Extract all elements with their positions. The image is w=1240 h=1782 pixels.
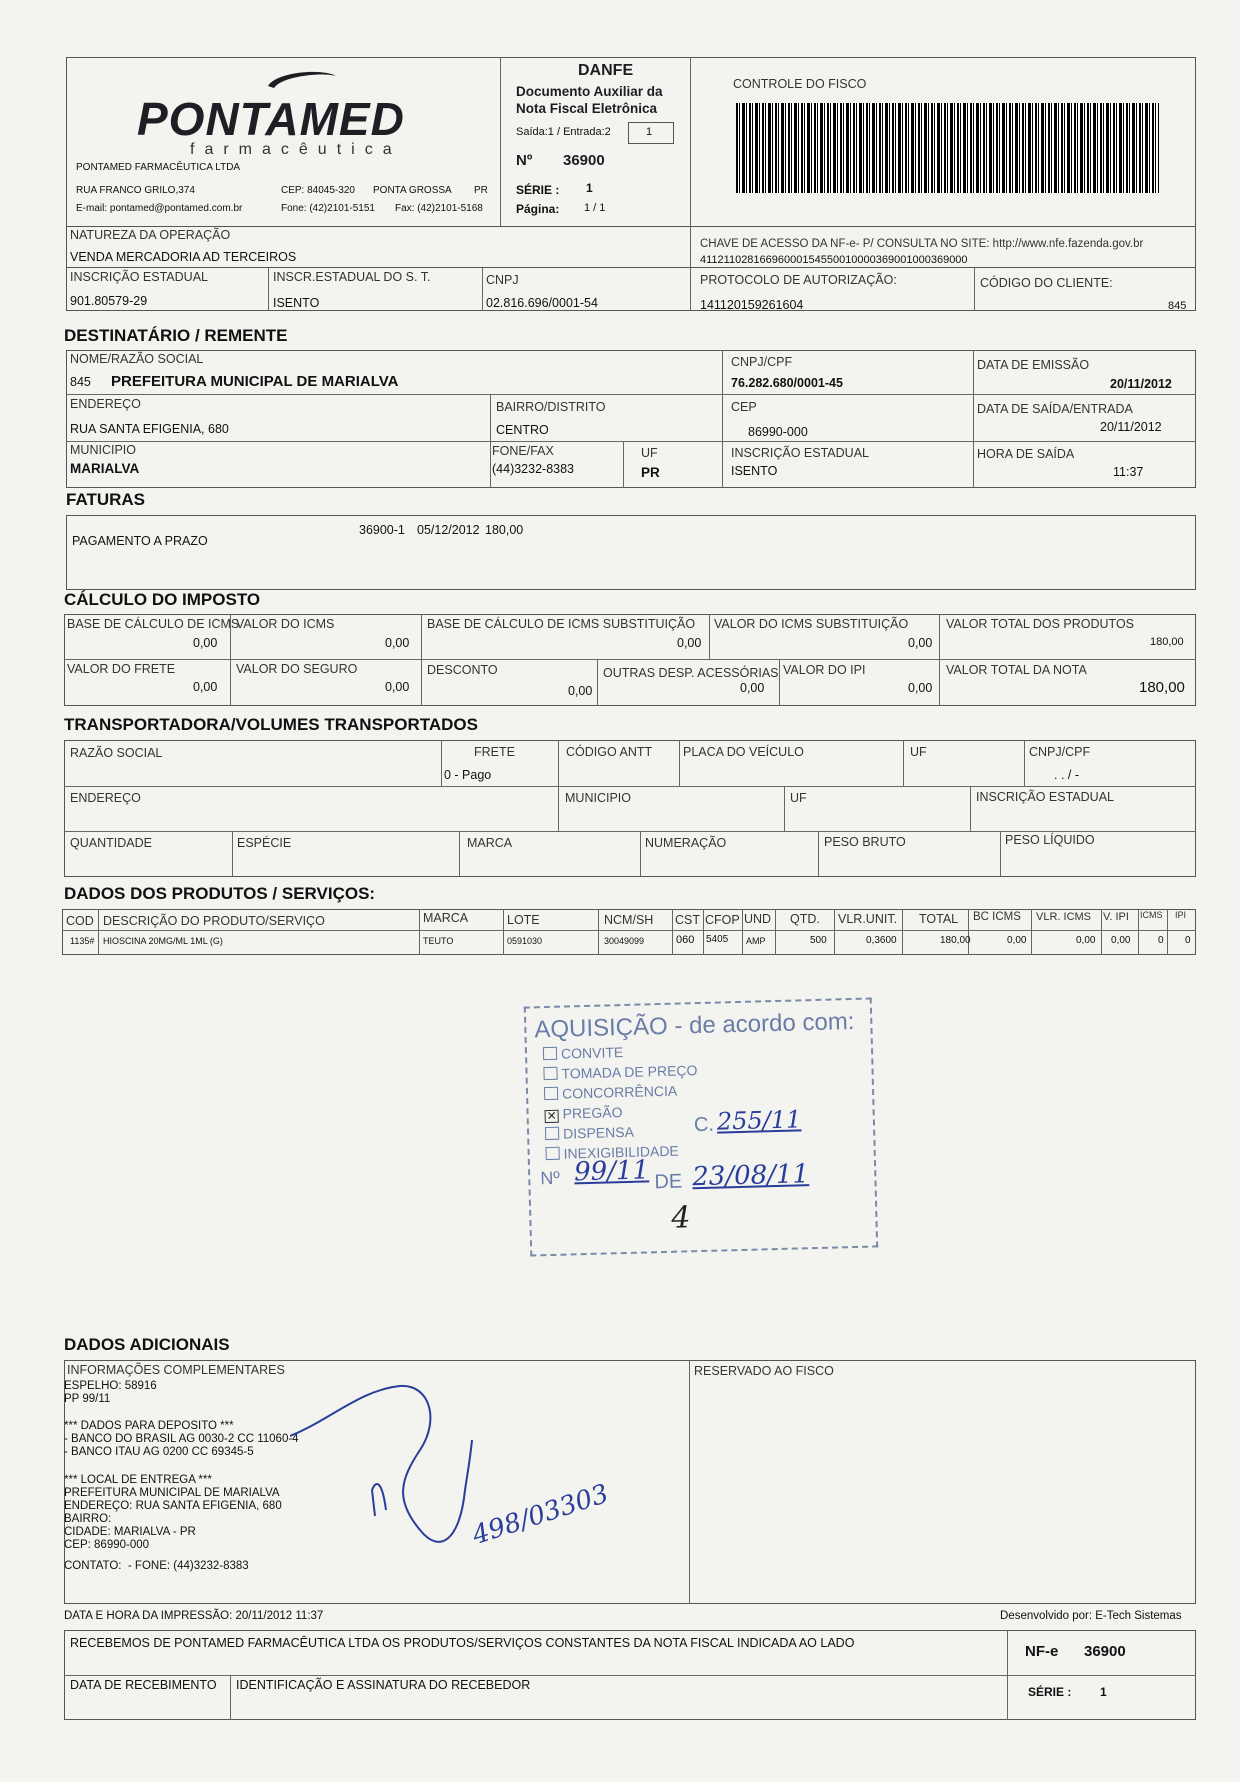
checkbox-icon bbox=[545, 1147, 559, 1160]
base-icms-st-value: 0,00 bbox=[677, 636, 702, 650]
phone-label: FONE/FAX bbox=[492, 444, 554, 458]
emission-date: 20/11/2012 bbox=[1110, 377, 1172, 391]
info-line: CEP: 86990-000 bbox=[64, 1539, 150, 1551]
recipient-address: RUA SANTA EFIGENIA, 680 bbox=[70, 422, 229, 436]
danfe-serie: 1 bbox=[586, 181, 593, 195]
city-label: MUNICIPIO bbox=[70, 443, 136, 457]
exit-time-label: HORA DE SAÍDA bbox=[977, 447, 1075, 461]
danfe-title: DANFE bbox=[578, 62, 634, 79]
entry-exit-label: Saída:1 / Entrada:2 bbox=[516, 126, 611, 138]
base-icms-st-label: BASE DE CÁLCULO DE ICMS SUBSTITUIÇÃO bbox=[427, 617, 696, 631]
product-vlr-icms: 0,00 bbox=[1076, 935, 1096, 946]
company-email: E-mail: pontamed@pontamed.com.br bbox=[76, 203, 243, 214]
recipient-name-label: NOME/RAZÃO SOCIAL bbox=[70, 352, 204, 366]
danfe-subtitle-2: Nota Fiscal Eletrônica bbox=[516, 101, 658, 116]
col-cst: CST bbox=[675, 913, 700, 927]
invoices-frame bbox=[66, 515, 1196, 590]
nature-value: VENDA MERCADORIA AD TERCEIROS bbox=[70, 250, 297, 264]
col-cod: COD bbox=[66, 914, 94, 928]
antt-label: CÓDIGO ANTT bbox=[566, 745, 653, 759]
species-label: ESPÉCIE bbox=[237, 836, 292, 850]
insurance-value: 0,00 bbox=[385, 680, 410, 694]
stamp-option: CONCORRÊNCIA bbox=[561, 1082, 678, 1102]
carrier-name-label: RAZÃO SOCIAL bbox=[70, 746, 163, 760]
carrier-uf-label: UF bbox=[790, 791, 807, 805]
receipt-text: RECEBEMOS DE PONTAMED FARMACÊUTICA LTDA OS PRODUTOS/SERVIÇOS CONSTANTES DA NOTA FISCAL INDICADA AO LADO bbox=[70, 1636, 855, 1650]
product-cod: 1135# bbox=[70, 936, 95, 946]
stamp-option: PREGÃO bbox=[562, 1104, 623, 1122]
ie-label: INSCRIÇÃO ESTADUAL bbox=[70, 270, 208, 284]
recipient-uf: PR bbox=[641, 465, 660, 480]
recipient-code: 845 bbox=[70, 375, 91, 389]
gross-weight-label: PESO BRUTO bbox=[824, 835, 906, 849]
base-icms-label: BASE DE CÁLCULO DE ICMS bbox=[67, 617, 240, 631]
signature-label: IDENTIFICAÇÃO E ASSINATURA DO RECEBEDOR bbox=[236, 1678, 531, 1692]
discount-value: 0,00 bbox=[568, 684, 593, 698]
icms-value: 0,00 bbox=[385, 636, 410, 650]
info-line: CONTATO: - FONE: (44)3232-8383 bbox=[64, 1560, 249, 1572]
info-line: - BANCO ITAU AG 0200 CC 69345-5 bbox=[64, 1446, 254, 1458]
company-cep: CEP: 84045-320 bbox=[281, 185, 355, 196]
danfe-page-label: Página: bbox=[516, 202, 560, 216]
info-line: *** DADOS PARA DEPOSITO *** bbox=[64, 1420, 234, 1432]
nature-label: NATUREZA DA OPERAÇÃO bbox=[70, 228, 231, 242]
installment-due: 05/12/2012 bbox=[417, 523, 480, 537]
info-line: PREFEITURA MUNICIPAL DE MARIALVA bbox=[64, 1487, 280, 1499]
protocol-label: PROTOCOLO DE AUTORIZAÇÃO: bbox=[700, 273, 897, 287]
additional-section-title: DADOS ADICIONAIS bbox=[64, 1335, 230, 1354]
pontamed-logo-swoosh-icon bbox=[262, 68, 342, 94]
checked-checkbox-icon: ✕ bbox=[546, 1108, 557, 1124]
cnpj-label: CNPJ bbox=[486, 273, 519, 287]
exit-date: 20/11/2012 bbox=[1100, 420, 1162, 434]
checkbox-icon bbox=[544, 1087, 558, 1100]
info-line: - BANCO DO BRASIL AG 0030-2 CC 11060-4 bbox=[64, 1433, 299, 1445]
col-und: UND bbox=[744, 912, 772, 926]
info-line: ENDEREÇO: RUA SANTA EFIGENIA, 680 bbox=[64, 1500, 282, 1512]
icms-label: VALOR DO ICMS bbox=[236, 617, 335, 631]
danfe-serie-label: SÉRIE : bbox=[516, 183, 560, 197]
entry-exit-value: 1 bbox=[646, 126, 653, 138]
company-logo: PONTAMED bbox=[137, 93, 405, 145]
recipient-ie-label: INSCRIÇÃO ESTADUAL bbox=[731, 446, 869, 460]
company-address: RUA FRANCO GRILO,374 bbox=[76, 185, 195, 196]
print-date: DATA E HORA DA IMPRESSÃO: 20/11/2012 11:37 bbox=[64, 1610, 324, 1622]
company-uf: PR bbox=[474, 185, 488, 196]
col-aliq-ipi: IPI bbox=[1175, 910, 1187, 920]
col-vlr-icms: VLR. ICMS bbox=[1036, 911, 1092, 923]
stamp-option: DISPENSA bbox=[562, 1123, 635, 1142]
stamp-mark: 4 bbox=[670, 1200, 691, 1236]
signature-drawing bbox=[290, 1380, 630, 1580]
carrier-cnpj-value: . . / - bbox=[1054, 768, 1079, 782]
emission-date-label: DATA DE EMISSÃO bbox=[977, 358, 1090, 372]
quantity-label: QUANTIDADE bbox=[70, 836, 152, 850]
stamp-c-value: 255/11 bbox=[716, 1105, 802, 1136]
icms-st-value: 0,00 bbox=[908, 636, 933, 650]
stamp-c-label: C. bbox=[693, 1113, 715, 1137]
note-total-value: 180,00 bbox=[1139, 679, 1185, 696]
transport-uf-label: UF bbox=[910, 745, 927, 759]
stamp-de-label: DE bbox=[654, 1170, 683, 1194]
stamp-title: AQUISIÇÃO - de acordo com: bbox=[534, 1007, 855, 1044]
ipi-value: 0,00 bbox=[908, 681, 933, 695]
plate-label: PLACA DO VEÍCULO bbox=[683, 745, 804, 759]
product-vunit: 0,3600 bbox=[866, 935, 897, 946]
info-line: ESPELHO: 58916 bbox=[64, 1380, 157, 1392]
exit-time: 11:37 bbox=[1113, 465, 1144, 479]
numbering-label: NUMERAÇÃO bbox=[645, 836, 727, 850]
fisco-control-label: CONTROLE DO FISCO bbox=[733, 77, 867, 91]
recipient-address-label: ENDEREÇO bbox=[70, 397, 141, 411]
stamp-de-value: 23/08/11 bbox=[691, 1159, 810, 1193]
product-aliq-icms: 0 bbox=[1158, 935, 1164, 946]
recipient-name: PREFEITURA MUNICIPAL DE MARIALVA bbox=[111, 373, 399, 390]
col-qtd: QTD. bbox=[790, 912, 820, 926]
company-phone: Fone: (42)2101-5151 bbox=[281, 203, 375, 214]
product-cst: 060 bbox=[676, 934, 695, 946]
client-code-label: CÓDIGO DO CLIENTE: bbox=[980, 276, 1113, 290]
stamp-no-label: Nº bbox=[540, 1167, 561, 1189]
ie-st-label: INSCR.ESTADUAL DO S. T. bbox=[273, 270, 431, 284]
product-aliq-ipi: 0 bbox=[1185, 935, 1191, 946]
product-marca: TEUTO bbox=[423, 936, 454, 946]
district-label: BAIRRO/DISTRITO bbox=[496, 400, 606, 414]
transport-freight-value: 0 - Pago bbox=[444, 768, 492, 782]
carrier-address-label: ENDEREÇO bbox=[70, 791, 141, 805]
product-bc-icms: 0,00 bbox=[1007, 935, 1027, 946]
col-lote: LOTE bbox=[507, 913, 540, 927]
ie-value: 901.80579-29 bbox=[70, 294, 148, 308]
info-line: PP 99/11 bbox=[64, 1393, 111, 1405]
insurance-label: VALOR DO SEGURO bbox=[236, 662, 358, 676]
nfe-number: 36900 bbox=[1084, 1643, 1126, 1660]
recipient-cep-label: CEP bbox=[731, 400, 757, 414]
client-code-value: 845 bbox=[1168, 300, 1187, 312]
freight-value: 0,00 bbox=[193, 680, 218, 694]
company-logo-subtitle: farmacêutica bbox=[190, 141, 402, 158]
cnpj-value: 02.816.696/0001-54 bbox=[486, 296, 598, 310]
company-name: PONTAMED FARMACÊUTICA LTDA bbox=[76, 162, 241, 173]
city-value: MARIALVA bbox=[70, 461, 140, 476]
checkbox-icon bbox=[543, 1067, 557, 1080]
handwritten-note: 498/03303 bbox=[468, 1478, 613, 1552]
note-total-label: VALOR TOTAL DA NOTA bbox=[946, 663, 1087, 677]
danfe-number-label: Nº bbox=[516, 152, 533, 169]
danfe-subtitle-1: Documento Auxiliar da bbox=[516, 84, 663, 99]
access-key-label: CHAVE DE ACESSO DA NF-e- P/ CONSULTA NO SITE: http://www.nfe.fazenda.gov.br bbox=[700, 238, 1144, 250]
carrier-ie-label: INSCRIÇÃO ESTADUAL bbox=[976, 790, 1114, 804]
col-v-ipi: V. IPI bbox=[1103, 911, 1129, 923]
protocol-value: 141120159261604 bbox=[700, 298, 804, 312]
company-fax: Fax: (42)2101-5168 bbox=[395, 203, 483, 214]
recipient-cep: 86990-000 bbox=[748, 425, 808, 439]
product-total: 180,00 bbox=[940, 935, 971, 946]
ipi-label: VALOR DO IPI bbox=[783, 663, 866, 677]
developer-credit: Desenvolvido por: E-Tech Sistemas bbox=[1000, 1610, 1182, 1622]
freight-label: VALOR DO FRETE bbox=[67, 662, 176, 676]
carrier-city-label: MUNICIPIO bbox=[565, 791, 631, 805]
product-v-ipi: 0,00 bbox=[1111, 935, 1131, 946]
col-marca: MARCA bbox=[423, 911, 469, 925]
footer-serie: 1 bbox=[1100, 1685, 1107, 1699]
footer-serie-label: SÉRIE : bbox=[1028, 1685, 1072, 1699]
other-expenses-value: 0,00 bbox=[740, 681, 765, 695]
checkbox-icon bbox=[545, 1127, 559, 1140]
receive-date-label: DATA DE RECEBIMENTO bbox=[70, 1678, 217, 1692]
installment-amount: 180,00 bbox=[485, 523, 524, 537]
info-line: BAIRRO: bbox=[64, 1513, 112, 1525]
product-ncm: 30049099 bbox=[604, 936, 645, 946]
recipient-cnpj: 76.282.680/0001-45 bbox=[731, 376, 843, 390]
col-vunit: VLR.UNIT. bbox=[838, 912, 898, 926]
product-cfop: 5405 bbox=[706, 934, 729, 945]
tax-section-title: CÁLCULO DO IMPOSTO bbox=[64, 590, 261, 609]
phone-value: (44)3232-8383 bbox=[492, 462, 575, 476]
acquisition-stamp bbox=[524, 997, 878, 1256]
products-total-label: VALOR TOTAL DOS PRODUTOS bbox=[946, 617, 1135, 631]
transport-freight-label: FRETE bbox=[474, 745, 515, 759]
col-aliq-icms: ICMS bbox=[1140, 910, 1163, 920]
danfe-page: 1 / 1 bbox=[584, 202, 606, 214]
products-total-value: 180,00 bbox=[1150, 636, 1184, 648]
carrier-cnpj-label: CNPJ/CPF bbox=[1029, 745, 1091, 759]
invoices-section-title: FATURAS bbox=[66, 490, 146, 509]
products-section-title: DADOS DOS PRODUTOS / SERVIÇOS: bbox=[64, 884, 376, 903]
transport-frame bbox=[64, 740, 1196, 877]
col-bc-icms: BC ICMS bbox=[973, 911, 1021, 923]
discount-label: DESCONTO bbox=[427, 663, 498, 677]
stamp-option: CONVITE bbox=[560, 1044, 624, 1062]
info-label: INFORMAÇÕES COMPLEMENTARES bbox=[67, 1363, 285, 1377]
recipient-cnpj-label: CNPJ/CPF bbox=[731, 355, 793, 369]
recipient-uf-label: UF bbox=[641, 446, 658, 460]
stamp-option: TOMADA DE PREÇO bbox=[561, 1062, 698, 1082]
company-city: PONTA GROSSA bbox=[373, 185, 452, 196]
payment-type: PAGAMENTO A PRAZO bbox=[72, 534, 208, 548]
product-desc: HIOSCINA 20MG/ML 1ML (G) bbox=[103, 936, 223, 946]
district-value: CENTRO bbox=[496, 423, 549, 437]
installment-number: 36900-1 bbox=[359, 523, 405, 537]
checkbox-icon bbox=[543, 1047, 557, 1060]
other-expenses-label: OUTRAS DESP. ACESSÓRIAS bbox=[603, 666, 779, 680]
recipient-section-title: DESTINATÁRIO / REMENTE bbox=[64, 326, 288, 345]
product-qtd: 500 bbox=[810, 935, 827, 946]
product-und: AMP bbox=[746, 936, 766, 946]
stamp-no-value: 99/11 bbox=[573, 1155, 650, 1188]
stamp-option: INEXIGIBILIDADE bbox=[563, 1142, 679, 1162]
access-key-barcode bbox=[736, 103, 1159, 193]
exit-date-label: DATA DE SAÍDA/ENTRADA bbox=[977, 402, 1133, 416]
access-key-value: 41121102816696000154550010000369001000369000 bbox=[700, 254, 968, 266]
product-lote: 0591030 bbox=[507, 936, 543, 946]
danfe-number: 36900 bbox=[563, 152, 605, 169]
net-weight-label: PESO LÍQUIDO bbox=[1005, 833, 1095, 847]
col-ncm: NCM/SH bbox=[604, 913, 654, 927]
info-line: CIDADE: MARIALVA - PR bbox=[64, 1526, 196, 1538]
col-desc: DESCRIÇÃO DO PRODUTO/SERVIÇO bbox=[103, 914, 325, 928]
icms-st-label: VALOR DO ICMS SUBSTITUIÇÃO bbox=[714, 617, 909, 631]
col-total: TOTAL bbox=[919, 912, 959, 926]
col-cfop: CFOP bbox=[705, 913, 740, 927]
ie-st-value: ISENTO bbox=[273, 296, 320, 310]
info-line: *** LOCAL DE ENTREGA *** bbox=[64, 1474, 212, 1486]
brand-label: MARCA bbox=[467, 836, 513, 850]
nfe-label: NF-e bbox=[1025, 1643, 1059, 1660]
recipient-ie: ISENTO bbox=[731, 464, 778, 478]
base-icms-value: 0,00 bbox=[193, 636, 218, 650]
transport-section-title: TRANSPORTADORA/VOLUMES TRANSPORTADOS bbox=[64, 715, 478, 734]
reserved-fisco-label: RESERVADO AO FISCO bbox=[694, 1364, 834, 1378]
